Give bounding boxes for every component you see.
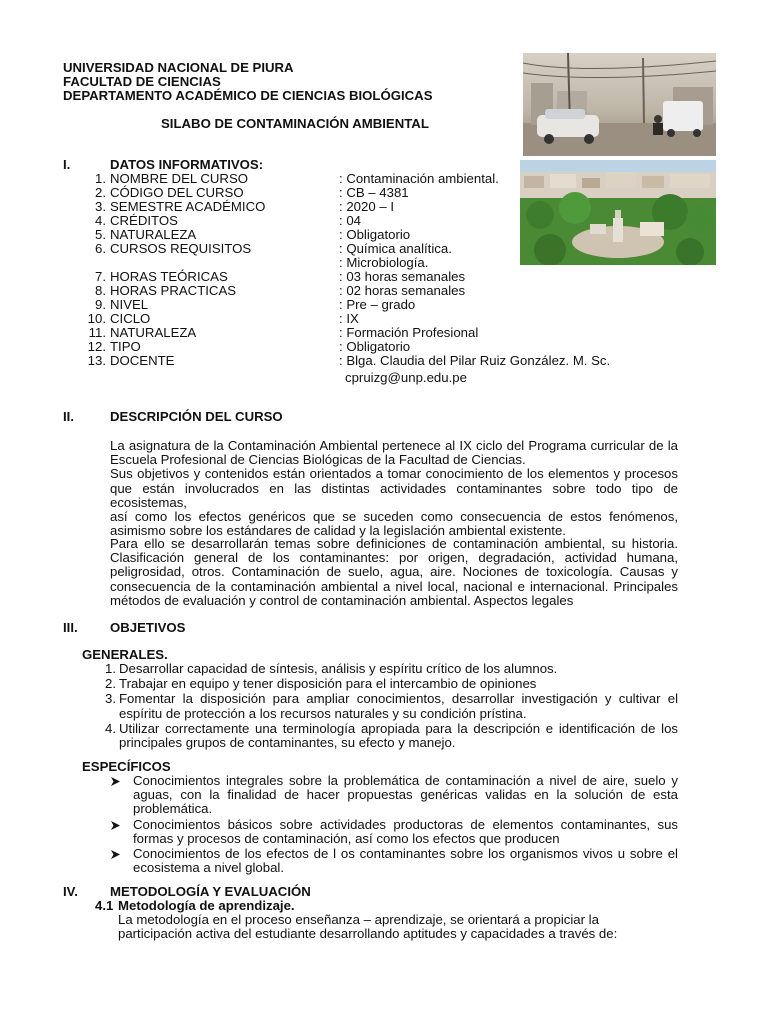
info-row xyxy=(0,200,768,214)
info-row-value: : Obligatorio xyxy=(339,227,411,242)
list-item-text: Conocimientos básicos sobre actividades productoras de elementos contaminantes, sus formas y procesos de contaminación, así como los efectos que producen xyxy=(133,816,678,846)
list-item-text: Desarrollar capacidad de síntesis, análisis y espíritu crítico de los alumnos. xyxy=(119,661,558,676)
info-row-value: : 03 horas semanales xyxy=(339,269,466,284)
info-row-key: HORAS TEÓRICAS xyxy=(110,269,228,284)
info-row xyxy=(0,340,768,354)
info-row-value: : 2020 – I xyxy=(339,199,394,214)
subsection-4-1-number: 4.1 xyxy=(95,898,114,913)
section-4-number: IV. xyxy=(63,884,78,899)
general-objectives-list xyxy=(100,662,678,751)
paragraph-line: La asignatura de la Contaminación Ambiental pertenece al IX ciclo del Programa curricular de la xyxy=(110,438,678,453)
info-row-key: CICLO xyxy=(110,311,151,326)
info-row-value: : 04 xyxy=(339,213,361,228)
info-row-key: TIPO xyxy=(110,339,141,354)
info-row-number: 6. xyxy=(95,241,106,256)
info-row-number: 3. xyxy=(95,199,106,214)
info-row-number: 12. xyxy=(87,339,106,354)
paragraph-line: peligrosidad, otros. Contaminación de suelo, agua, aire. Nociones de toxicología. Causas y xyxy=(110,564,678,580)
info-row-number: 7. xyxy=(95,269,106,284)
list-item-number: 1. xyxy=(105,661,116,676)
paragraph-line: Escuela Profesional de Ciencias Biológicas de la Facultad de Ciencias. xyxy=(110,452,526,468)
info-row-value: : CB – 4381 xyxy=(339,185,409,200)
info-row-value: : Microbiología. xyxy=(339,255,429,270)
methodology-paragraph xyxy=(118,913,678,941)
info-row-number: 5. xyxy=(95,227,106,242)
list-item-number: 4. xyxy=(105,720,116,736)
list-item-text: Conocimientos integrales sobre la problemática de contaminación a nivel de aire, suelo y aguas, con la finalidad de hacer propuestas genéricas validas en la solución de esta problemática. xyxy=(133,773,678,817)
info-row xyxy=(0,172,768,186)
info-row xyxy=(0,270,768,284)
list-item-text: Conocimientos de los efectos de l os contaminantes sobre los organismos vivos u sobre el ecosistema a nivel global. xyxy=(133,846,678,876)
list-item-number: 3. xyxy=(105,691,116,707)
paragraph-line: asimismo sobre los estándares de calidad y la legislación ambiental existente. xyxy=(110,523,566,539)
paragraph-line: así como los efectos genéricos que se suceden como consecuencia de estos fenómenos, xyxy=(110,509,678,525)
info-row-value: : Formación Profesional xyxy=(339,325,479,340)
arrowhead-bullet-icon xyxy=(110,818,121,834)
info-row-number: 13. xyxy=(87,353,106,368)
info-row-value: : 02 horas semanales xyxy=(339,283,466,298)
info-row-key: NIVEL xyxy=(110,297,149,312)
paragraph-line: participación activa del estudiante desarrollando aptitudes y capacidades a través de: xyxy=(118,926,618,942)
info-row-key: NATURALEZA xyxy=(110,227,197,242)
info-row-value: : Contaminación ambiental. xyxy=(339,171,499,186)
department-name: DEPARTAMENTO ACADÉMICO DE CIENCIAS BIOLÓGICAS xyxy=(63,88,433,103)
info-row xyxy=(0,354,768,368)
document-title: SILABO DE CONTAMINACIÓN AMBIENTAL xyxy=(161,116,429,131)
info-row xyxy=(0,186,768,200)
info-row-value: : IX xyxy=(339,311,359,326)
list-item xyxy=(100,677,678,691)
info-row-key: HORAS PRACTICAS xyxy=(110,283,237,298)
info-row-number: 2. xyxy=(95,185,106,200)
info-row-key: CRÉDITOS xyxy=(110,213,178,228)
section-4-title: METODOLOGÍA Y EVALUACIÓN xyxy=(110,884,311,899)
info-row xyxy=(0,284,768,298)
info-row xyxy=(0,228,768,242)
paragraph-line: métodos de evaluación y control de contaminación ambiental. Aspectos legales xyxy=(110,592,574,608)
info-row-key: DOCENTE xyxy=(110,353,175,368)
list-item xyxy=(100,692,678,720)
section-1-number: I. xyxy=(63,157,71,172)
description-paragraph-2 xyxy=(110,537,678,608)
info-row-value: : Obligatorio xyxy=(339,339,411,354)
info-row xyxy=(0,298,768,312)
info-row-number: 10. xyxy=(87,311,106,326)
info-row-number: 9. xyxy=(95,297,106,312)
section-2-title: DESCRIPCIÓN DEL CURSO xyxy=(110,409,283,424)
section-3-number: III. xyxy=(63,620,78,635)
info-row xyxy=(0,312,768,326)
info-row xyxy=(0,256,768,270)
info-row-value: : Química analítica. xyxy=(339,241,452,256)
list-item xyxy=(100,662,678,676)
arrowhead-bullet-icon xyxy=(110,847,121,863)
teacher-email: cpruizg@unp.edu.pe xyxy=(345,370,467,385)
section-1-title: DATOS INFORMATIVOS: xyxy=(110,157,264,172)
paragraph-line: consecuencia de la contaminación ambiental a nivel local, nacional e internacional. Principales xyxy=(110,578,678,594)
list-item xyxy=(100,722,678,750)
arrowhead-bullet-icon xyxy=(110,774,121,790)
info-row-number: 1. xyxy=(95,171,106,186)
paragraph-line: Para ello se desarrollarán temas sobre definiciones de contaminación ambiental, su historia. xyxy=(110,536,678,551)
list-item-text: Utilizar correctamente una terminología apropiada para la descripción e identificación de los principales grupos de contaminantes, su efecto y manejo. xyxy=(119,720,678,751)
list-item xyxy=(110,818,678,846)
faculty-name: FACULTAD DE CIENCIAS xyxy=(63,74,221,89)
info-row-key: SEMESTRE ACADÉMICO xyxy=(110,199,266,214)
description-paragraph-1 xyxy=(110,439,678,538)
section-2-number: II. xyxy=(63,409,74,424)
paragraph-line: que están involucrados en las distintas actividades contaminantes sobre todo tipo de ecosistemas, xyxy=(110,480,678,510)
info-row-key: CÓDIGO DEL CURSO xyxy=(110,185,244,200)
info-row-value: : Blga. Claudia del Pilar Ruiz González. M. Sc. xyxy=(339,353,611,368)
dusty-street-photo xyxy=(523,53,716,156)
info-row-number: 8. xyxy=(95,283,106,298)
section-3-title: OBJETIVOS xyxy=(110,620,186,635)
info-row xyxy=(0,326,768,340)
info-row-key: NOMBRE DEL CURSO xyxy=(110,171,248,186)
paragraph-line: La metodología en el proceso enseñanza – aprendizaje, se orientará a propiciar la xyxy=(118,912,599,927)
specific-objectives-list xyxy=(110,774,678,876)
info-row xyxy=(0,214,768,228)
info-row-value: : Pre – grado xyxy=(339,297,416,312)
info-row-number: 4. xyxy=(95,213,106,228)
paragraph-line: Sus objetivos y contenidos están orientados a tomar conocimiento de los elementos y procesos xyxy=(110,466,678,482)
specific-objectives-title: ESPECÍFICOS xyxy=(82,759,171,774)
list-item-text: Trabajar en equipo y tener disposición para el intercambio de opiniones xyxy=(119,676,537,692)
university-name: UNIVERSIDAD NACIONAL DE PIURA xyxy=(63,60,294,75)
list-item-text: Fomentar la disposición para ampliar conocimientos, desarrollar investigación y cultivar el espíritu de protección a los recursos naturales y su condición prístina. xyxy=(119,691,678,721)
info-row xyxy=(0,242,768,256)
info-row-key: NATURALEZA xyxy=(110,325,197,340)
info-row-key: CURSOS REQUISITOS xyxy=(110,241,252,256)
subsection-4-1-title: Metodología de aprendizaje. xyxy=(118,898,295,913)
paragraph-line: Clasificación general de los contaminantes: por origen, degradación, actividad humana, xyxy=(110,550,678,566)
info-row-number: 11. xyxy=(88,325,106,340)
list-item xyxy=(110,847,678,875)
list-item-number: 2. xyxy=(105,676,116,692)
general-objectives-title: GENERALES. xyxy=(82,647,168,662)
list-item xyxy=(110,774,678,817)
